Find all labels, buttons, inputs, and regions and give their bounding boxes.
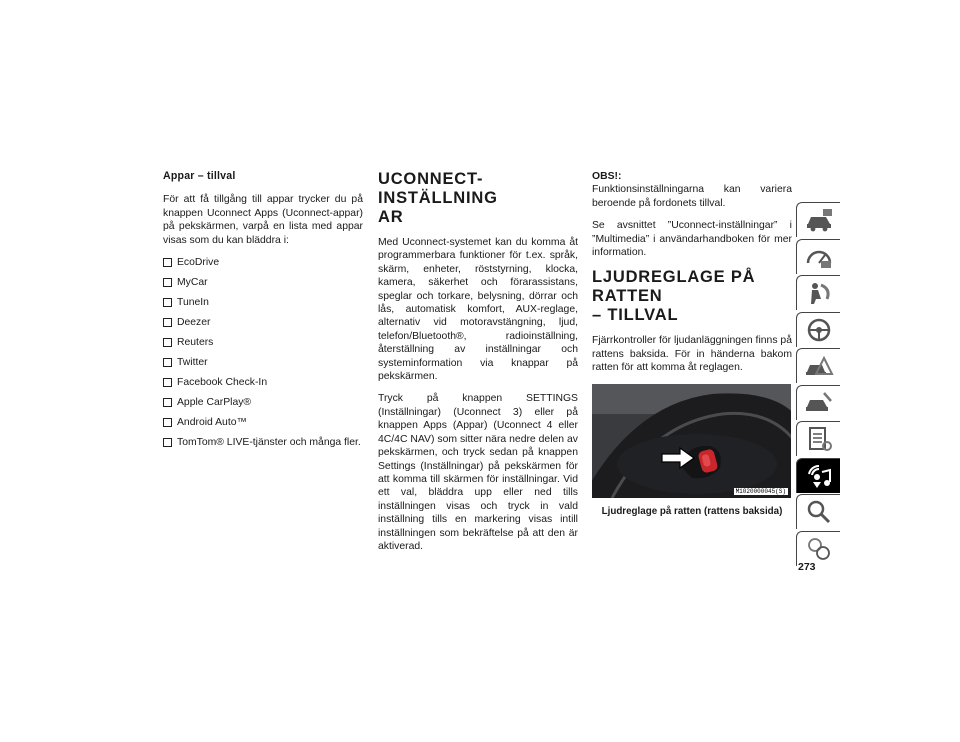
middle-column [378, 170, 578, 562]
checkbox-icon [163, 338, 172, 347]
note-heading: OBS!: [592, 171, 622, 182]
checkbox-icon [163, 378, 172, 387]
checkbox-icon [163, 278, 172, 287]
tab-driving[interactable] [796, 312, 840, 347]
tab-car-info[interactable] [796, 202, 840, 237]
reference-text: Se avsnittet ”Uconnect-inställningar” i ”Multimedia” i användarhandboken för mer information. [592, 220, 792, 259]
tab-emergency[interactable] [796, 348, 840, 383]
search-index-icon [804, 498, 834, 526]
checkbox-icon [163, 318, 172, 327]
note-text: Funktionsinställningarna kan variera beroende på fordonets tillval. [592, 184, 792, 209]
checkbox-icon [163, 438, 172, 447]
page-number: 273 [798, 561, 816, 573]
safety-airbag-icon [804, 279, 834, 307]
tab-multimedia[interactable] [796, 458, 840, 493]
checkbox-icon [163, 358, 172, 367]
settings-para-1: Med Uconnect-systemet kan du komma åt programmerbara funktioner för t.ex. språk, skärm, enheter, röststyrning, klocka, kamera, säkerhet och förarassistans, speglar och torkare, belysning, dörrar och lås, automatisk komfort, AUX-reglage, alternativ vid motoravstängning, ljud, telefon/Bluetooth®, radioinställning, återställning av inställningar och systeminformation via knappar på pekskärmen. [378, 237, 578, 383]
list-item: Facebook Check-In [163, 376, 363, 389]
right-column [592, 170, 792, 518]
list-item: Reuters [163, 336, 363, 349]
checkbox-icon [163, 258, 172, 267]
languages-icon [804, 535, 834, 563]
tab-service[interactable] [796, 385, 840, 420]
apps-list [163, 256, 363, 449]
multimedia-icon [804, 462, 834, 490]
uconnect-settings-heading: UCONNECT-INSTÄLLNING AR [378, 170, 498, 226]
list-item: Twitter [163, 356, 363, 369]
list-item: Android Auto™ [163, 416, 363, 429]
tab-safety[interactable] [796, 275, 840, 310]
checkbox-icon [163, 298, 172, 307]
steering-wheel-photo [592, 384, 791, 498]
tab-specifications[interactable] [796, 421, 840, 456]
image-code: M1020000045(S) [735, 487, 786, 495]
list-item: Deezer [163, 316, 363, 329]
apps-heading: Appar – tillval [163, 170, 236, 182]
steering-wheel-icon [804, 316, 834, 344]
left-column [163, 170, 363, 456]
apps-intro: För att få tillgång till appar trycker du på knappen Uconnect Apps (Uconnect-appar) på pekskärmen, varpå en lista med appar visas som du kan bläddra i: [163, 194, 363, 246]
list-item: EcoDrive [163, 256, 363, 269]
service-maintenance-icon [804, 389, 834, 417]
checkbox-icon [163, 398, 172, 407]
audio-controls-para: Fjärrkontroller för ljudanläggningen finns på rattens baksida. För in händerna bakom ratten för att komma åt reglagen. [592, 335, 792, 374]
list-item: TuneIn [163, 296, 363, 309]
list-item: MyCar [163, 276, 363, 289]
specifications-icon [804, 425, 834, 453]
steering-wheel-illustration [592, 384, 791, 498]
dashboard-warning-icon [804, 243, 834, 271]
checkbox-icon [163, 418, 172, 427]
list-item: Apple CarPlay® [163, 396, 363, 409]
figure-caption: Ljudreglage på ratten (rattens baksida) [601, 505, 783, 517]
car-info-icon [804, 206, 834, 234]
settings-para-2: Tryck på knappen SETTINGS (Inställningar) (Uconnect 3) eller på knappen Apps (Appar) (Uconnect 4 eller 4C/4C NAV) som sitter nära nedre delen av pekskärmen, och tryck sedan på knappen Settings (Inställningar) på pekskärmen för att komma till skärmen för inställningar. Vid ett val, bläddra upp eller ned tills inställningen visas och tryck in vald inställning tills en markering visas intill inställningen som bekräftelse på att den är aktiverad. [378, 393, 578, 552]
list-item: TomTom® LIVE-tjänster och många fler. [163, 436, 363, 449]
tab-index[interactable] [796, 494, 840, 529]
chapter-tabs [796, 202, 840, 567]
emergency-icon [804, 352, 834, 380]
tab-dashboard[interactable] [796, 239, 840, 274]
audio-controls-heading: LJUDREGLAGE PÅ RATTEN – TILLVAL [592, 268, 756, 325]
